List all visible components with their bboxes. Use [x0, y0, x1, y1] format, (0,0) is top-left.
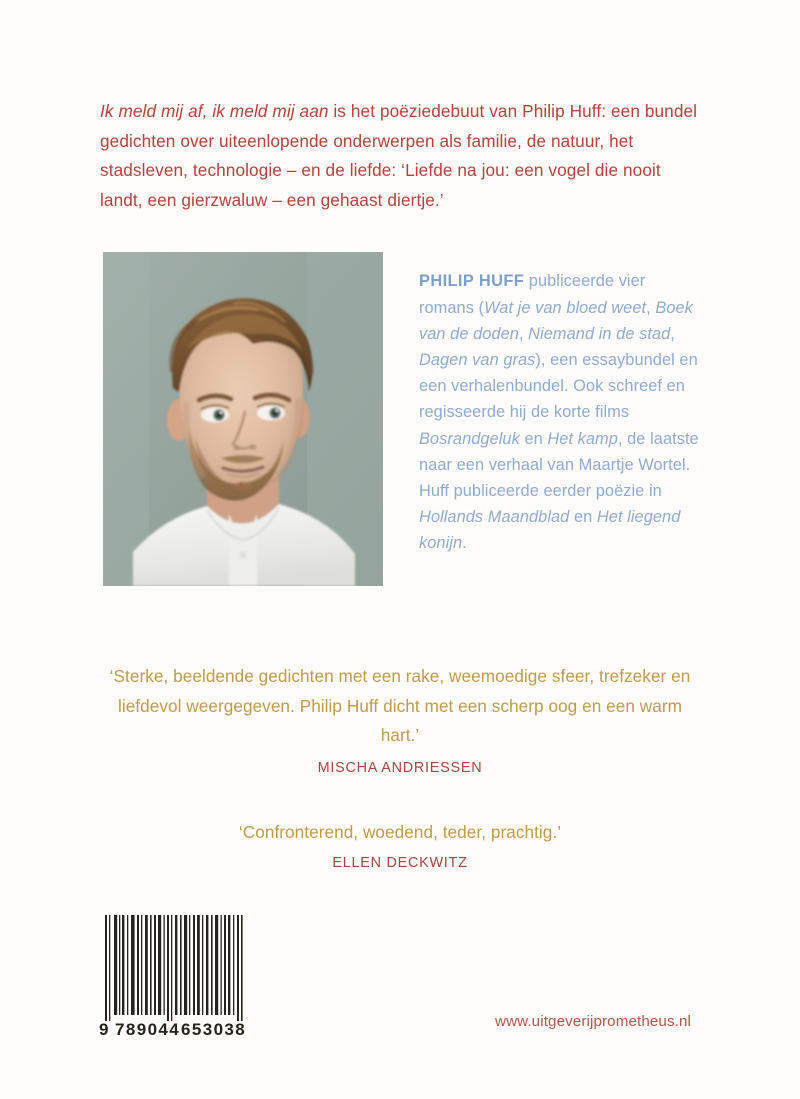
author-name: PHILIP HUFF [419, 272, 525, 291]
film-title-1: Bosrandgeluk [419, 429, 520, 448]
review-quote-2-attribution: ELLEN DECKWITZ [332, 854, 468, 871]
bio-text-3: en [519, 429, 548, 448]
book-title-4: Dagen van gras [419, 351, 536, 369]
magazine-title-2: Het liegend konijn [419, 508, 681, 553]
author-bio [419, 268, 701, 556]
bio-sep-3: , [670, 324, 675, 343]
bio-text-2: ), een essaybundel en een verhalenbundel. Ook schreef en regisseerde hij de korte films [419, 351, 698, 422]
barcode-digits-left: 789044 [115, 1020, 181, 1039]
barcode-digits-leading: 9 [99, 1020, 109, 1039]
author-photo [103, 252, 383, 586]
review-quote-2 [100, 818, 700, 871]
bio-text-6: en [569, 508, 597, 527]
book-title-1: Wat je van bloed weet [484, 298, 647, 317]
barcode-image [97, 911, 253, 1039]
blurb-title-italic: Ik meld mij af, ik meld mij aan [100, 101, 329, 122]
bio-text-5: Huff publiceerde eerder poëzie in [419, 482, 662, 501]
review-quote-1-attribution: MISCHA ANDRIESSEN [317, 759, 483, 776]
bio-text-1: publiceerde vier romans ( [419, 272, 646, 317]
review-quote-2-text: ‘Confronterend, woedend, teder, prachtig.’ [238, 822, 562, 842]
author-portrait-image [103, 252, 383, 586]
publisher-website-url[interactable]: www.uitgeverijprometheus.nl [495, 1013, 692, 1030]
book-title-2: Boek van de doden [419, 298, 693, 343]
blurb-paragraph [100, 97, 700, 215]
bio-text-4: , de laatste naar een verhaal van Maartje Wortel. [419, 429, 699, 474]
review-quote-1 [100, 662, 700, 776]
film-title-2: Het kamp [547, 429, 618, 448]
bio-text-7: . [462, 534, 467, 553]
review-quote-1-text: ‘Sterke, beeldende gedichten met een rake, weemoedige sfeer, trefzeker en liefdevol weergegeven. Philip Huff dicht met een scherp oog en een warm hart.’ [109, 666, 691, 745]
barcode-digits-right: 653038 [181, 1020, 247, 1039]
book-title-3: Niemand in de stad [528, 324, 671, 343]
bio-sep-1: , [646, 298, 656, 317]
isbn-barcode [97, 911, 253, 1039]
blurb-body-text: is het poëziedebuut van Philip Huff: een bundel gedichten over uiteenlopende onderwerpen als familie, de natuur, het stadsleven, technologie – en de liefde: ‘Liefde na jou: een vogel die nooit landt, een gierzwaluw – een gehaast diertje.’ [100, 101, 698, 210]
bio-sep-2: , [518, 324, 529, 343]
magazine-title-1: Hollands Maandblad [419, 508, 570, 527]
